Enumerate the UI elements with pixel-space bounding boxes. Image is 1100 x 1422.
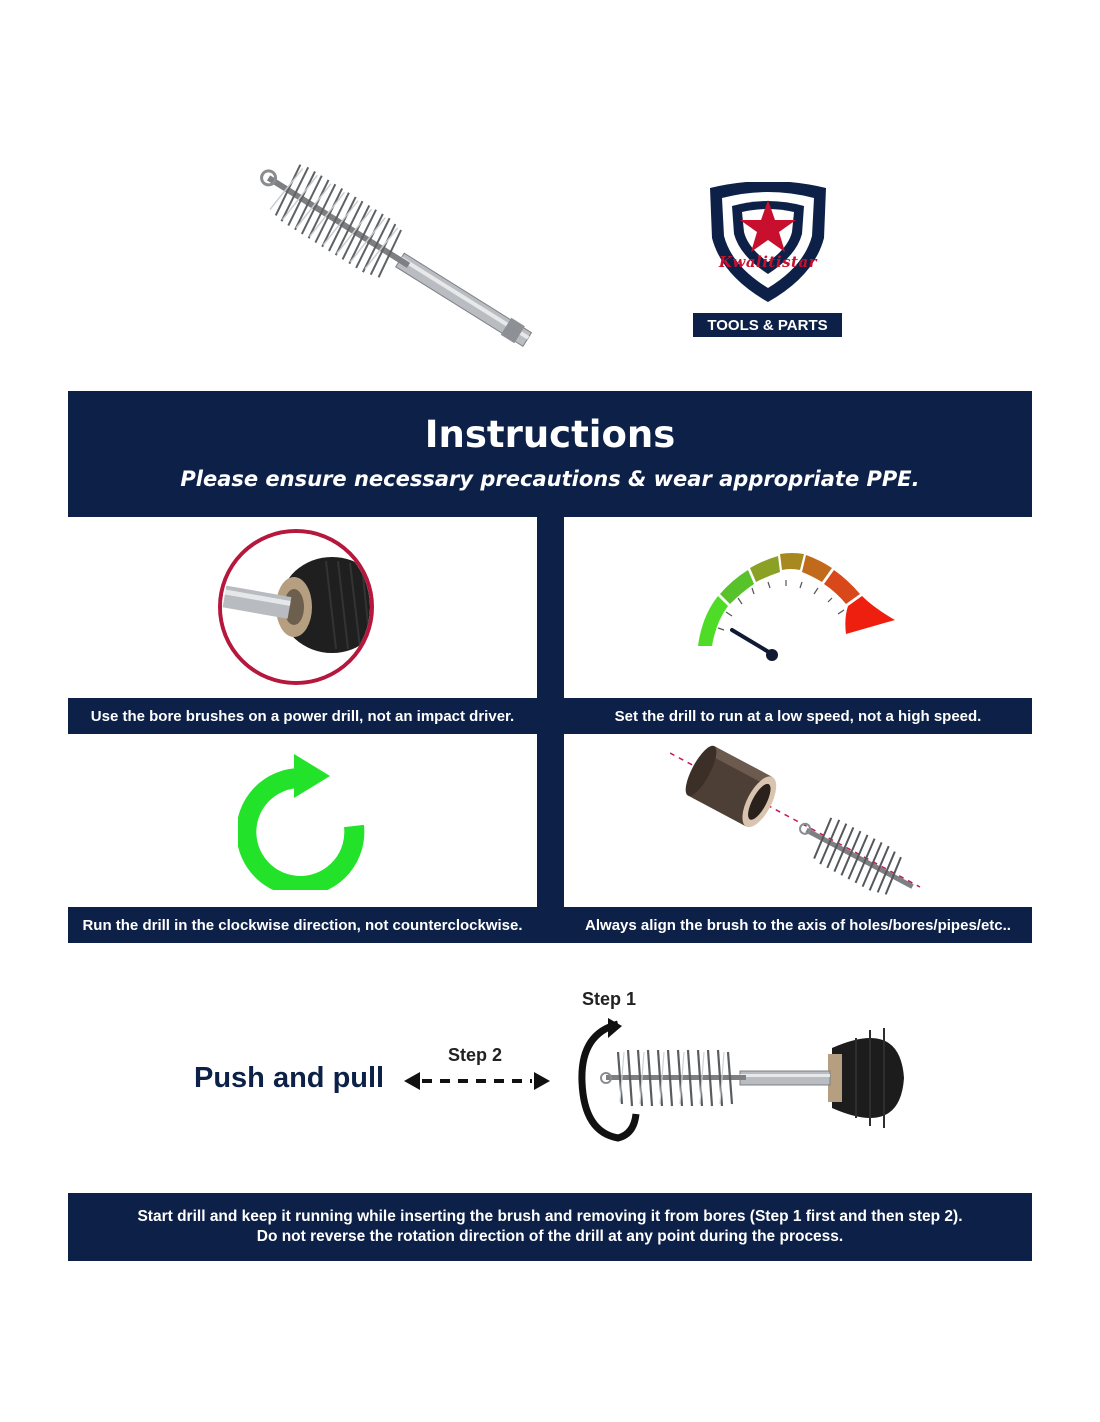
panel-caption-drill: Use the bore brushes on a power drill, not an impact driver. [68, 698, 537, 734]
alignment-icon [670, 745, 930, 905]
footer-instructions [68, 1193, 1032, 1261]
bore-brush-image [235, 150, 565, 370]
page-subtitle: Please ensure necessary precautions & wear appropriate PPE. [180, 467, 920, 491]
step-1-label: Step 1 [582, 989, 637, 1009]
footer-line-2: Do not reverse the rotation direction of the drill at any point during the process. [256, 1228, 844, 1245]
panel-caption-speed: Set the drill to run at a low speed, not a high speed. [564, 698, 1032, 734]
footer-line-1: Start drill and keep it running while inserting the brush and removing it from bores (Step 1 first and then step 2). [137, 1208, 963, 1225]
page-title: Instructions [424, 413, 676, 456]
speed-gauge-icon [690, 546, 905, 666]
panel-caption-alignment: Always align the brush to the axis of holes/bores/pipes/etc.. [564, 907, 1032, 943]
double-arrow-icon [404, 1070, 550, 1092]
drill-chuck-icon [216, 527, 376, 687]
brand-name: Kwalitistar [718, 253, 818, 271]
brand-shield-logo [706, 182, 830, 306]
push-pull-label: Push and pull [194, 1062, 385, 1094]
panel-caption-direction: Run the drill in the clockwise direction, not counterclockwise. [68, 907, 537, 943]
grid-divider [537, 517, 564, 943]
instructions-header [68, 391, 1032, 517]
clockwise-arrow-icon [238, 752, 368, 890]
brush-in-drill-image [600, 1018, 910, 1138]
step-2-label: Step 2 [448, 1045, 503, 1065]
brand-band: TOOLS & PARTS [693, 313, 842, 337]
gauge-needle [732, 630, 772, 654]
